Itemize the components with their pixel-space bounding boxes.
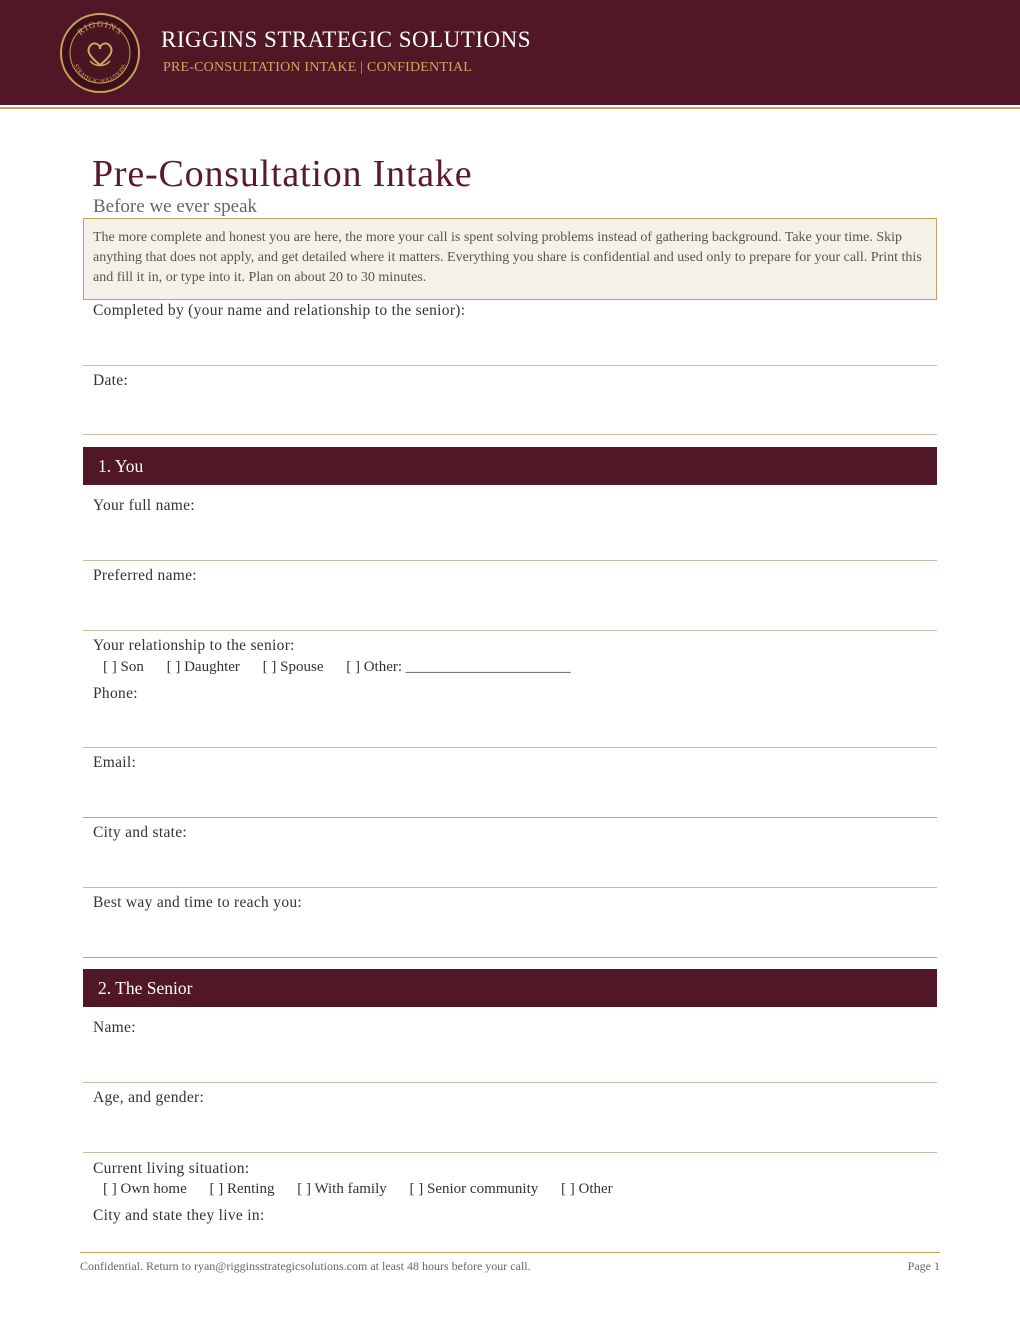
full-name-label: Your full name:	[93, 497, 195, 514]
full-name-field[interactable]	[83, 485, 937, 561]
completed-by-label: Completed by (your name and relationship to the senior):	[93, 302, 466, 319]
company-name: RIGGINS STRATEGIC SOLUTIONS	[161, 27, 532, 52]
date-label: Date:	[93, 372, 129, 389]
relationship-options	[103, 659, 590, 676]
senior-city-state-label: City and state they live in:	[93, 1207, 265, 1224]
option-renting[interactable]: [ ] Renting	[209, 1181, 275, 1197]
option-daughter[interactable]: [ ] Daughter	[166, 659, 240, 675]
company-seal-icon	[60, 13, 140, 93]
section-you-title: 1. You	[98, 456, 144, 476]
preferred-name-field[interactable]	[83, 560, 937, 631]
svg-text:STRATEGIC SOLUTIONS: STRATEGIC SOLUTIONS	[71, 63, 129, 86]
living-situation-label: Current living situation:	[93, 1160, 250, 1177]
section-senior-title: 2. The Senior	[98, 978, 193, 998]
option-other[interactable]: [ ] Other: ______________________	[346, 659, 571, 675]
option-son[interactable]: [ ] Son	[103, 659, 144, 675]
header-divider	[0, 107, 1020, 109]
header-band	[0, 0, 1020, 105]
preferred-name-label: Preferred name:	[93, 567, 197, 584]
page-title: Pre-Consultation Intake	[92, 153, 473, 195]
relationship-label: Your relationship to the senior:	[93, 637, 295, 654]
phone-field[interactable]	[83, 683, 937, 748]
footer-divider	[80, 1252, 940, 1253]
city-state-label: City and state:	[93, 824, 188, 841]
option-other-living[interactable]: [ ] Other	[561, 1181, 613, 1197]
section-you-header	[83, 447, 937, 485]
page-number: Page 1	[907, 1259, 940, 1273]
option-own-home[interactable]: [ ] Own home	[103, 1181, 187, 1197]
intro-callout: The more complete and honest you are here, the more your call is spent solving problems instead of gathering background. Take your time. Skip anything that does not apply, and get detailed where it matters. Everything you share is confidential and used only to prepare for your call. Print this and fill it in, or type into it. Plan on about 20 to 30 minutes.	[83, 218, 937, 300]
living-situation-options	[103, 1181, 632, 1198]
document-tagline: PRE-CONSULTATION INTAKE | CONFIDENTIAL	[163, 60, 473, 75]
completed-by-field[interactable]	[83, 300, 937, 366]
best-way-field[interactable]	[83, 887, 937, 958]
senior-name-label: Name:	[93, 1019, 136, 1036]
city-state-field[interactable]	[83, 817, 937, 888]
email-field[interactable]	[83, 747, 937, 818]
footer-note: Confidential. Return to ryan@rigginsstrategicsolutions.com at least 48 hours before your call.	[80, 1259, 531, 1273]
option-spouse[interactable]: [ ] Spouse	[262, 659, 324, 675]
option-senior-community[interactable]: [ ] Senior community	[409, 1181, 539, 1197]
senior-name-field[interactable]	[83, 1007, 937, 1083]
page-subtitle: Before we ever speak	[93, 196, 258, 217]
email-label: Email:	[93, 754, 137, 771]
section-senior-header	[83, 969, 937, 1007]
option-with-family[interactable]: [ ] With family	[297, 1181, 387, 1197]
phone-label: Phone:	[93, 685, 138, 702]
age-gender-field[interactable]	[83, 1082, 937, 1153]
age-gender-label: Age, and gender:	[93, 1089, 205, 1106]
date-field[interactable]	[83, 365, 937, 435]
best-way-label: Best way and time to reach you:	[93, 894, 303, 911]
svg-text:RIGGINS: RIGGINS	[75, 18, 125, 38]
